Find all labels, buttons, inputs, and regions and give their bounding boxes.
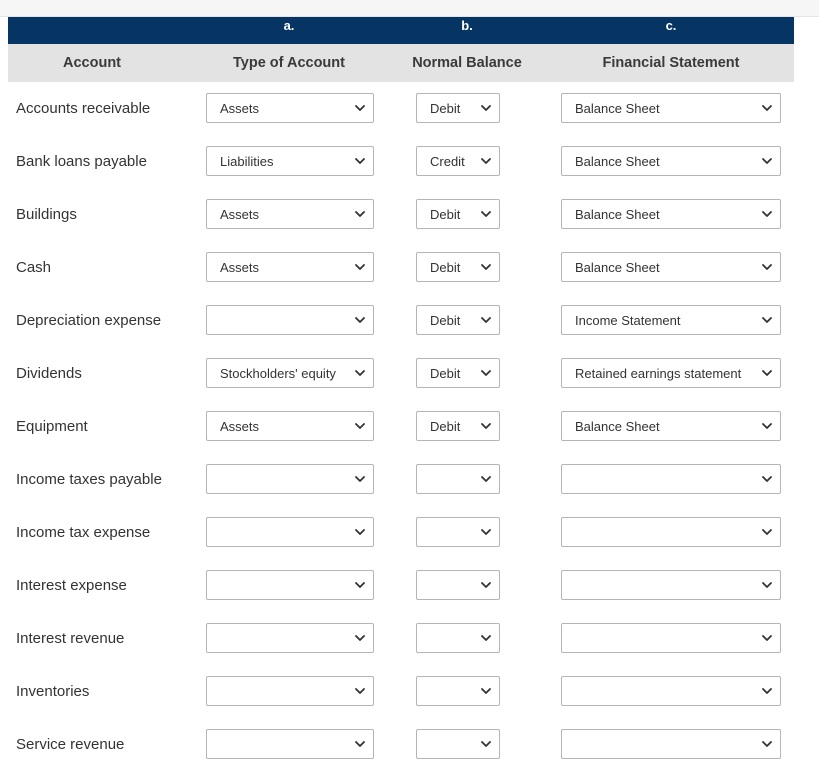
chevron-down-icon[interactable] [353,582,367,589]
account-name: Equipment [16,418,88,435]
account-name: Cash [16,259,52,276]
chevron-down-icon[interactable] [760,105,774,112]
header-financial-statement: Financial Statement [602,55,740,71]
chevron-down-icon[interactable] [760,423,774,430]
financial-statement-value: Balance Sheet [575,100,660,116]
normal-balance-select[interactable] [416,623,500,653]
chevron-down-icon[interactable] [353,688,367,695]
account-name: Dividends [16,365,82,382]
chevron-down-icon[interactable] [760,264,774,271]
normal-balance-select[interactable] [416,93,500,123]
type-of-account-value: Assets [220,206,260,222]
normal-balance-select[interactable] [416,729,500,759]
account-name: Buildings [16,206,77,223]
chevron-down-icon[interactable] [353,211,367,218]
account-name: Interest revenue [16,630,125,647]
financial-statement-value: Balance Sheet [575,206,660,222]
financial-statement-select[interactable] [561,411,781,441]
chevron-down-icon[interactable] [760,741,774,748]
type-of-account-select[interactable] [206,517,374,547]
chevron-down-icon[interactable] [353,741,367,748]
type-of-account-select[interactable] [206,199,374,229]
normal-balance-value: Debit [430,259,461,275]
financial-statement-select[interactable] [561,146,781,176]
account-name: Interest expense [16,577,127,594]
financial-statement-select[interactable] [561,517,781,547]
normal-balance-select[interactable] [416,517,500,547]
account-name: Bank loans payable [16,153,147,170]
header-account: Account [63,55,121,71]
chevron-down-icon[interactable] [479,476,493,483]
type-of-account-value: Assets [220,418,260,434]
type-of-account-select[interactable] [206,729,374,759]
financial-statement-value: Income Statement [575,312,681,328]
account-name: Income taxes payable [16,471,162,488]
type-of-account-value: Assets [220,100,260,116]
chevron-down-icon[interactable] [479,635,493,642]
normal-balance-value: Debit [430,100,461,116]
chevron-down-icon[interactable] [760,158,774,165]
chevron-down-icon[interactable] [479,317,493,324]
chevron-down-icon[interactable] [353,476,367,483]
type-of-account-value: Liabilities [220,153,274,169]
normal-balance-value: Debit [430,365,461,381]
chevron-down-icon[interactable] [353,635,367,642]
chevron-down-icon[interactable] [760,529,774,536]
normal-balance-value: Debit [430,312,461,328]
chevron-down-icon[interactable] [353,317,367,324]
normal-balance-select[interactable] [416,305,500,335]
normal-balance-value: Debit [430,418,461,434]
column-letter-b: b. [461,18,473,33]
chevron-down-icon[interactable] [760,370,774,377]
financial-statement-select[interactable] [561,358,781,388]
chevron-down-icon[interactable] [479,264,493,271]
financial-statement-value: Balance Sheet [575,153,660,169]
chevron-down-icon[interactable] [479,158,493,165]
account-name: Service revenue [16,736,125,753]
financial-statement-select[interactable] [561,676,781,706]
header-normal-balance: Normal Balance [412,55,522,71]
chevron-down-icon[interactable] [479,688,493,695]
column-letter-c: c. [665,18,677,33]
financial-statement-select[interactable] [561,623,781,653]
chevron-down-icon[interactable] [479,370,493,377]
type-of-account-select[interactable] [206,623,374,653]
normal-balance-select[interactable] [416,358,500,388]
financial-statement-value: Balance Sheet [575,418,660,434]
account-name: Inventories [16,683,90,700]
normal-balance-select[interactable] [416,199,500,229]
chevron-down-icon[interactable] [353,158,367,165]
chevron-down-icon[interactable] [760,317,774,324]
type-of-account-select[interactable] [206,93,374,123]
normal-balance-select[interactable] [416,411,500,441]
normal-balance-select[interactable] [416,252,500,282]
financial-statement-select[interactable] [561,93,781,123]
chevron-down-icon[interactable] [353,423,367,430]
type-of-account-select[interactable] [206,411,374,441]
chevron-down-icon[interactable] [760,635,774,642]
chevron-down-icon[interactable] [479,105,493,112]
financial-statement-select[interactable] [561,729,781,759]
type-of-account-select[interactable] [206,252,374,282]
chevron-down-icon[interactable] [479,211,493,218]
type-of-account-select[interactable] [206,464,374,494]
chevron-down-icon[interactable] [479,423,493,430]
financial-statement-select[interactable] [561,199,781,229]
top-bar [0,0,819,17]
financial-statement-select[interactable] [561,252,781,282]
normal-balance-select[interactable] [416,464,500,494]
chevron-down-icon[interactable] [760,582,774,589]
chevron-down-icon[interactable] [760,688,774,695]
chevron-down-icon[interactable] [479,582,493,589]
normal-balance-select[interactable] [416,676,500,706]
financial-statement-select[interactable] [561,464,781,494]
type-of-account-value: Assets [220,259,260,275]
type-of-account-select[interactable] [206,146,374,176]
financial-statement-value: Retained earnings statement [575,365,742,381]
normal-balance-select[interactable] [416,570,500,600]
chevron-down-icon[interactable] [353,264,367,271]
account-name: Income tax expense [16,524,151,541]
account-name: Accounts receivable [16,100,151,117]
type-of-account-select[interactable] [206,358,374,388]
financial-statement-value: Balance Sheet [575,259,660,275]
normal-balance-select[interactable] [416,146,500,176]
type-of-account-select[interactable] [206,570,374,600]
account-name: Depreciation expense [16,312,162,329]
normal-balance-value: Credit [430,153,465,169]
header-type-of-account: Type of Account [233,55,345,71]
financial-statement-select[interactable] [561,305,781,335]
chevron-down-icon[interactable] [353,529,367,536]
chevron-down-icon[interactable] [760,211,774,218]
type-of-account-select[interactable] [206,676,374,706]
normal-balance-value: Debit [430,206,461,222]
type-of-account-value: Stockholders' equity [220,365,336,381]
chevron-down-icon[interactable] [479,741,493,748]
type-of-account-select[interactable] [206,305,374,335]
column-letter-a: a. [283,18,295,33]
chevron-down-icon[interactable] [353,370,367,377]
financial-statement-select[interactable] [561,570,781,600]
chevron-down-icon[interactable] [353,105,367,112]
chevron-down-icon[interactable] [760,476,774,483]
chevron-down-icon[interactable] [479,529,493,536]
